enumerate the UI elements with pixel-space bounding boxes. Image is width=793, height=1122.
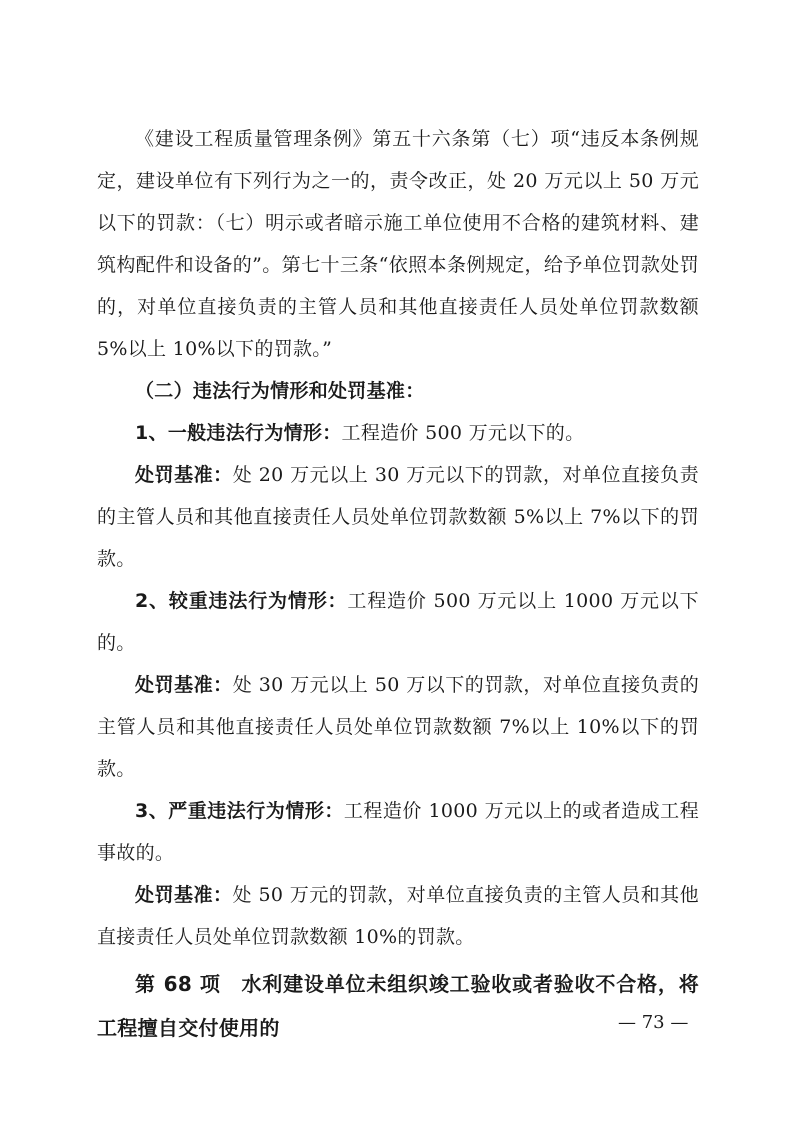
section-heading-paragraph [97, 370, 699, 412]
general-penalty-paragraph [97, 454, 699, 580]
severe-violation-paragraph [97, 790, 699, 874]
serious-penalty-label: 处罚基准： [135, 674, 233, 696]
severe-penalty-text: 处 50 万元的罚款，对单位直接负责的主管人员和其他直接责任人员处单位罚款数额 10%的罚款。 [97, 884, 699, 948]
regulation-paragraph: 《建设工程质量管理条例》第五十六条第（七）项“违反本条例规定，建设单位有下列行为之一的，责令改正，处 20 万元以上 50 万元以下的罚款：（七）明示或者暗示施工单位使用不合格的建筑材料、建筑构配件和设备的”。第七十三条“依照本条例规定，给予单位罚款处罚的，对单位直接负责的主管人员和其他直接责任人员处单位罚款数额 5%以上 10%以下的罚款。” [97, 128, 699, 360]
serious-violation-text: 工程造价 500 万元以上 1000 万元以下的。 [97, 590, 699, 654]
general-violation-paragraph [97, 412, 699, 454]
section-heading: （二）违法行为情形和处罚基准： [135, 380, 425, 402]
serious-penalty-text: 处 30 万元以上 50 万以下的罚款，对单位直接负责的主管人员和其他直接责任人员处单位罚款数额 7%以上 10%以下的罚款。 [97, 674, 699, 780]
general-penalty-text: 处 20 万元以上 30 万元以下的罚款，对单位直接负责的主管人员和其他直接责任人员处单位罚款数额 5%以上 7%以下的罚款。 [97, 464, 699, 570]
page-number: — 73 — [618, 1012, 689, 1033]
item-68-heading: 第 68 项 水利建设单位未组织竣工验收或者验收不合格，将工程擅自交付使用的 [97, 972, 699, 1040]
general-penalty-label: 处罚基准： [135, 464, 233, 486]
severe-penalty-label: 处罚基准： [135, 884, 233, 906]
severe-violation-label: 3、严重违法行为情形： [135, 800, 344, 822]
serious-violation-label: 2、较重违法行为情形： [135, 590, 348, 612]
document-body [97, 118, 699, 1050]
severe-penalty-paragraph [97, 874, 699, 958]
general-violation-text: 工程造价 500 万元以下的。 [341, 422, 585, 444]
serious-penalty-paragraph [97, 664, 699, 790]
severe-violation-text: 工程造价 1000 万元以上的或者造成工程事故的。 [97, 800, 699, 864]
general-violation-label: 1、一般违法行为情形： [135, 422, 342, 444]
serious-violation-paragraph [97, 580, 699, 664]
